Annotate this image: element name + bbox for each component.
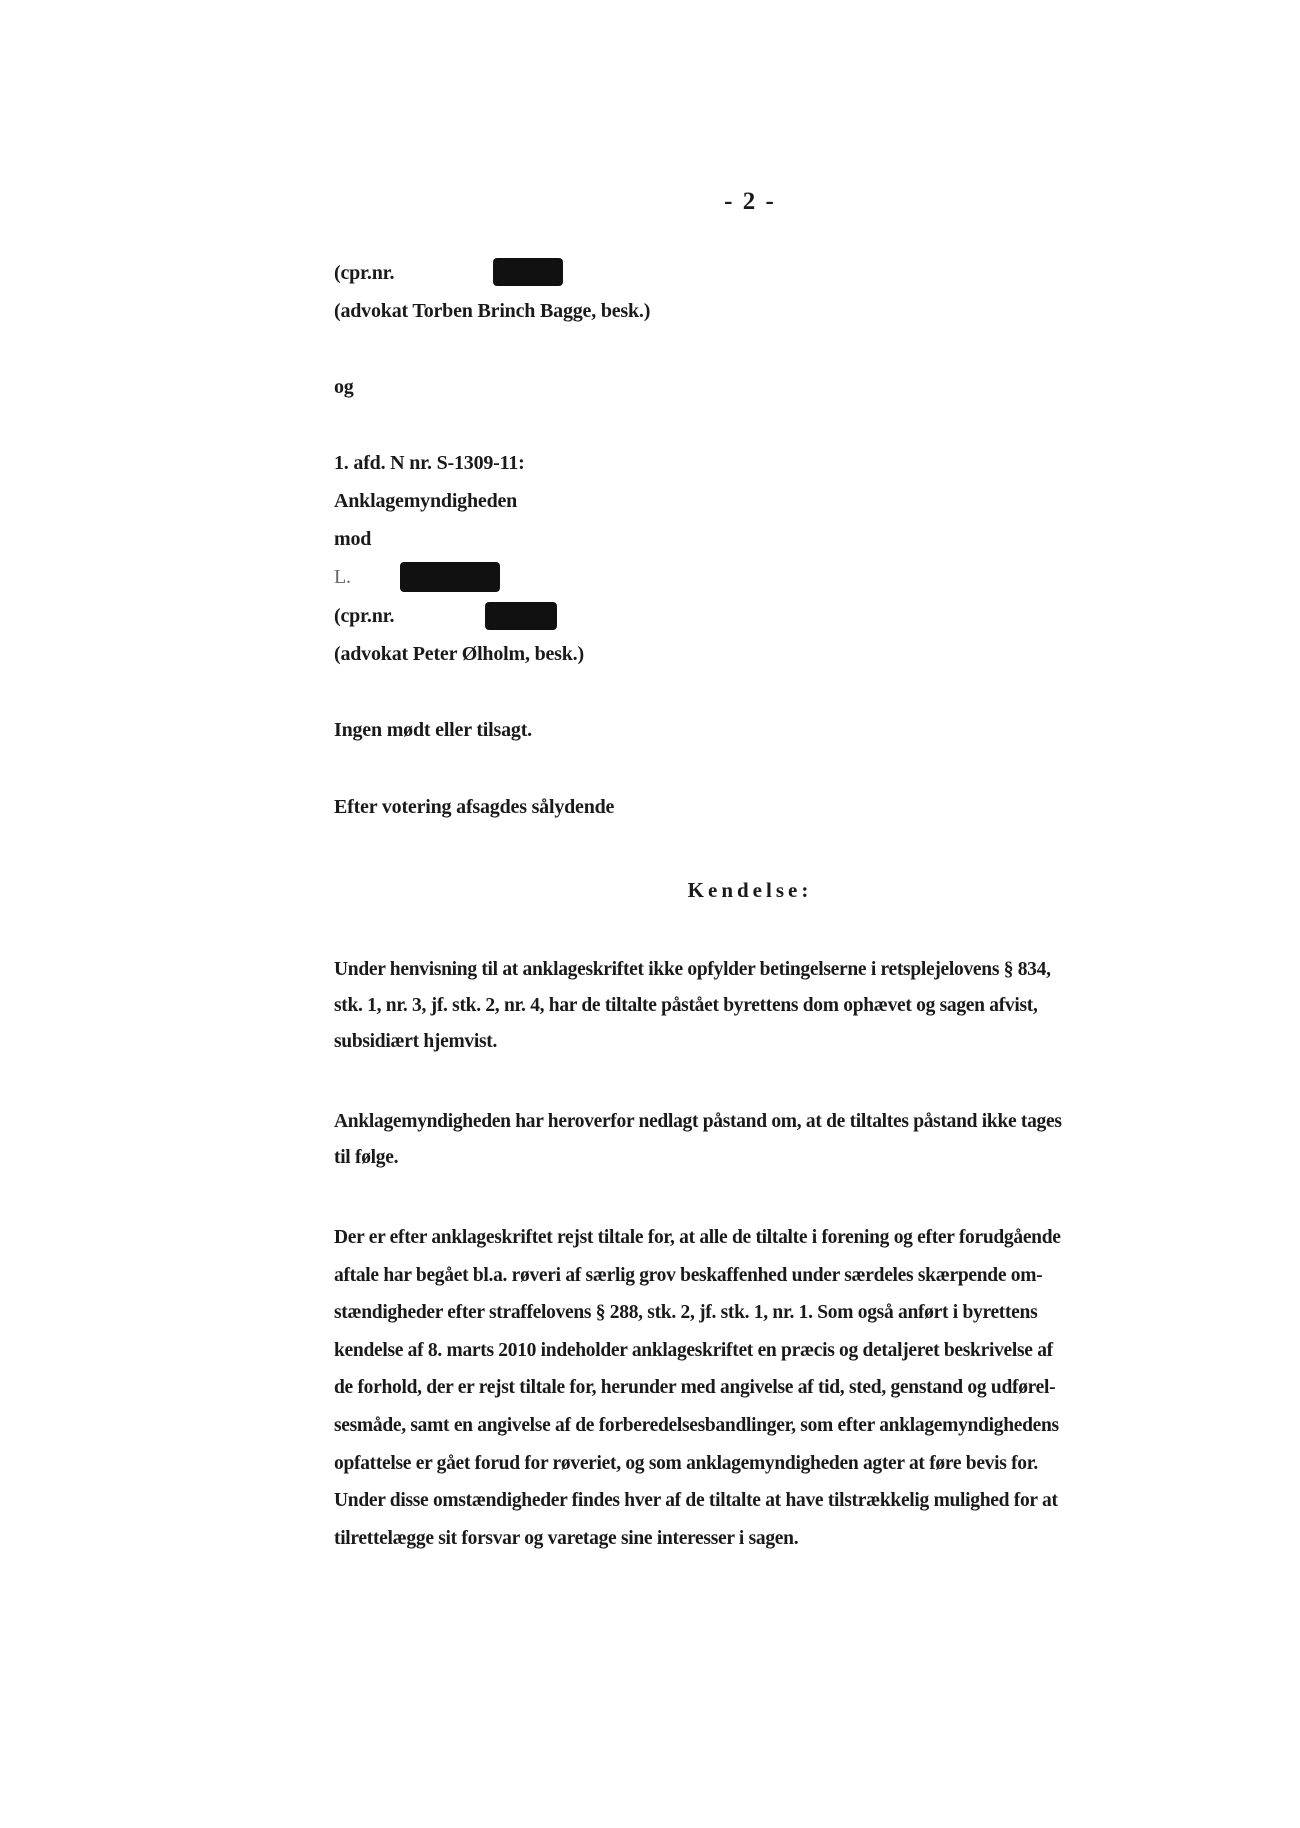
conjunction-og: og xyxy=(334,376,354,398)
paragraph-1 xyxy=(334,952,1164,1060)
paragraph-line: kendelse af 8. marts 2010 indeholder anklageskriftet en præcis og detaljeret beskrivelse af xyxy=(334,1339,1053,1361)
paragraph-line: Der er efter anklageskriftet rejst tiltale for, at alle de tiltalte i forening og efter forudgående xyxy=(334,1227,1061,1248)
counsel-2: (advokat Peter Ølholm, besk.) xyxy=(334,643,584,665)
paragraph-line: aftale har begået bl.a. røveri af særlig grov beskaffenhed under særdeles skærpende om- xyxy=(334,1264,1043,1286)
paragraph-line: Under henvisning til at anklageskriftet ikke opfylder betingelserne i retsplejelovens § 834, xyxy=(334,959,1051,980)
paragraph-line: de forhold, der er rejst tiltale for, herunder med angivelse af tid, sted, genstand og udførel- xyxy=(334,1377,1056,1399)
redaction-block xyxy=(485,602,557,630)
cpr-label-1: (cpr.nr. xyxy=(334,262,395,284)
paragraph-2 xyxy=(334,1104,1164,1176)
redaction-block xyxy=(493,258,563,286)
paragraph-line: Anklagemyndigheden har heroverfor nedlagt påstand om, at de tiltaltes påstand ikke tages xyxy=(334,1111,1062,1132)
page-number: - 2 - xyxy=(724,188,776,215)
paragraph-line: tilrettelægge sit forsvar og varetage sine interesser i sagen. xyxy=(334,1527,799,1549)
counsel-1: (advokat Torben Brinch Bagge, besk.) xyxy=(334,300,651,322)
attendance-note: Ingen mødt eller tilsagt. xyxy=(334,719,532,741)
after-vote-note: Efter votering afsagdes sålydende xyxy=(334,796,615,818)
case-reference: 1. afd. N nr. S-1309-11: xyxy=(334,452,525,474)
paragraph-line: Under disse omstændigheder findes hver af de tiltalte at have tilstrækkelig mulighed for at xyxy=(334,1490,1058,1512)
paragraph-line: sesmåde, samt en angivelse af de forberedelsesbandlinger, som efter anklagemyndighedens xyxy=(334,1414,1059,1436)
paragraph-line: stk. 1, nr. 3, jf. stk. 2, nr. 4, har de tiltalte påstået byrettens dom ophævet og sagen afvist, xyxy=(334,995,1038,1016)
paragraph-line: opfattelse er gået forud for røveriet, og som anklagemyndigheden agter at føre bevis for. xyxy=(334,1452,1038,1474)
redaction-block xyxy=(400,562,500,592)
ruling-heading: Kendelse: xyxy=(687,878,813,902)
paragraph-line: til følge. xyxy=(334,1147,399,1168)
cpr-label-2: (cpr.nr. xyxy=(334,605,395,627)
paragraph-line: stændigheder efter straffelovens § 288, stk. 2, jf. stk. 1, nr. 1. Som også anført i byrettens xyxy=(334,1302,1038,1324)
defendant-initial: L. xyxy=(334,566,351,588)
versus-label: mod xyxy=(334,528,372,550)
paragraph-line: subsidiært hjemvist. xyxy=(334,1031,498,1052)
prosecutor-name: Anklagemyndigheden xyxy=(334,490,518,512)
paragraph-3 xyxy=(334,1219,1164,1557)
